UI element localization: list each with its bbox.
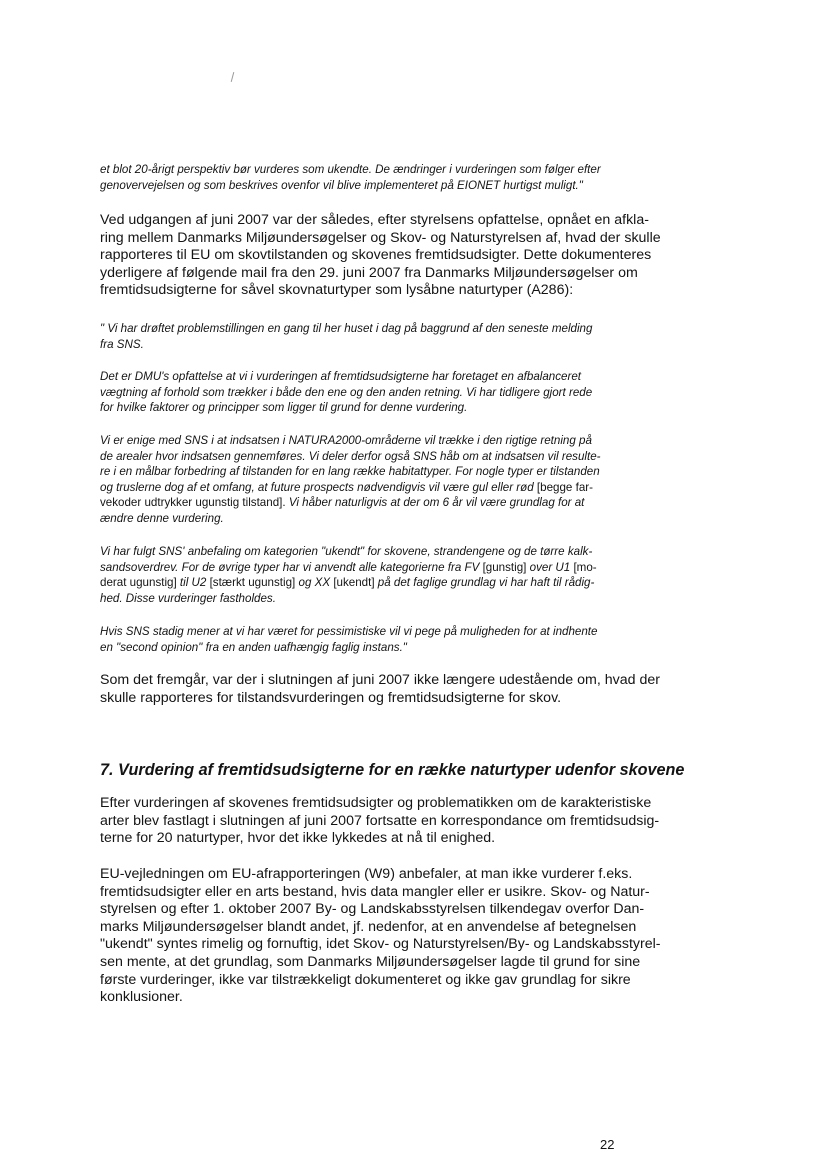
text-line: Det er DMU's opfattelse at vi i vurderingen af fremtidsudsigterne har foretaget en afbalanceret <box>100 370 582 383</box>
text-run: [stærkt ugunstig] <box>206 576 296 590</box>
paragraph-2 <box>100 672 720 707</box>
paragraph-1 <box>100 212 720 300</box>
text-line: for hvilke faktorer og principper som ligger til grund for denne vurdering. <box>100 401 468 415</box>
text-line: terne for 20 naturtyper, hvor det ikke lykkedes at nå til enighed. <box>100 830 496 847</box>
text-line: marks Miljøundersøgelser blandt andet, jf. nedenfor, at en anvendelse af betegnelsen <box>100 918 637 935</box>
text-run: og truslerne dog af et omfang, at future prospects nødvendigvis vil være gul eller rød <box>100 480 534 494</box>
text-line: skulle rapporteres for tilstandsvurderingen og fremtidsudsigterne for skov. <box>100 689 562 706</box>
text-line: rapporteres til EU om skovtilstanden og skovenes fremtidsudsigter. Dette dokumenteres <box>100 247 652 264</box>
text-line: ændre denne vurdering. <box>100 511 224 525</box>
mail-quote-4 <box>100 544 720 606</box>
text-line: EU-vejledningen om EU-afrapporteringen (W9) anbefaler, at man ikke vurderer f.eks. <box>100 866 633 882</box>
text-line: et blot 20-årigt perspektiv bør vurderes som ukendte. De ændringer i vurderingen som følger efter <box>100 163 601 176</box>
text-line: yderligere af følgende mail fra den 29. juni 2007 fra Danmarks Miljøundersøgelser om <box>100 264 638 281</box>
text-line: Ved udgangen af juni 2007 var der således, efter styrelsens opfattelse, opnået en afkla- <box>100 212 649 228</box>
text-line <box>100 560 720 576</box>
text-run: [gunstig] <box>479 560 527 574</box>
page-number: 22 <box>600 1137 615 1152</box>
mail-quote-1 <box>100 321 720 352</box>
paragraph-3 <box>100 795 720 848</box>
text-line: de arealer hvor indsatsen gennemføres. Vi deler derfor også SNS håb om at indsatsen vil resulte- <box>100 449 601 463</box>
quote-intro <box>100 162 720 193</box>
text-run: vekoder udtrykker ugunstig tilstand]. <box>100 496 286 510</box>
text-line <box>100 575 720 591</box>
text-run: [mo- <box>570 560 597 574</box>
text-run: over U1 <box>526 560 571 574</box>
text-line: Efter vurderingen af skovenes fremtidsudsigter og problematikken om de karakteristiske <box>100 795 652 811</box>
text-line: konklusioner. <box>100 989 183 1006</box>
text-line <box>100 495 720 511</box>
text-line: fra SNS. <box>100 337 144 351</box>
text-line: genovervejelsen og som beskrives ovenfor vil blive implementeret på EIONET hurtigst muligt." <box>100 178 583 192</box>
heading-text: 7. Vurdering af fremtidsudsigterne for en række naturtyper udenfor skovene <box>100 761 685 779</box>
text-line: hed. Disse vurderinger fastholdes. <box>100 591 276 605</box>
text-line: styrelsen og efter 1. oktober 2007 By- og Landskabsstyrelsen tilkendegav overfor Dan- <box>100 901 645 918</box>
text-line: Vi er enige med SNS i at indsatsen i NATURA2000-områderne vil trække i den rigtige retning på <box>100 434 592 447</box>
mail-quote-3 <box>100 433 720 527</box>
text-line: "ukendt" syntes rimelig og fornuftig, idet Skov- og Naturstyrelsen/By- og Landskabsstyrel- <box>100 936 661 953</box>
text-line: " Vi har drøftet problemstillingen en gang til her huset i dag på baggrund af den seneste melding <box>100 322 593 335</box>
text-run: [begge far- <box>533 480 593 494</box>
text-line: Hvis SNS stadig mener at vi har været for pessimistiske vil vi pege på muligheden for at indhente <box>100 625 598 638</box>
text-run: [ukendt] <box>330 576 375 590</box>
text-line: vægtning af forhold som trækker i både den ene og den anden retning. Vi har tidligere gjort rede <box>100 385 593 399</box>
paragraph-4 <box>100 866 720 1007</box>
text-line: første vurderinger, ikke var tilstrækkeligt dokumenteret og ikke gav grundlag for sikre <box>100 971 631 988</box>
text-line: sen mente, at det grundlag, som Danmarks Miljøundersøgelser lagde til grund for sine <box>100 953 641 970</box>
scan-mark <box>231 72 235 82</box>
text-run: Vi håber naturligvis at der om 6 år vil være grundlag for at <box>285 496 585 510</box>
mail-quote-5 <box>100 624 720 655</box>
text-line: en "second opinion" fra en anden uafhængig faglig instans." <box>100 640 407 654</box>
mail-quote-2 <box>100 369 720 416</box>
text-line: fremtidsudsigterne for såvel skovnaturtyper som lysåbne naturtyper (A286): <box>100 282 574 299</box>
text-line: re i en målbar forbedring af tilstanden for en lang række habitattyper. For nogle typer er tilstanden <box>100 465 600 479</box>
section-heading <box>100 760 720 780</box>
text-run: sandsoverdrev. For de øvrige typer har vi anvendt alle kategorierne fra FV <box>100 560 480 574</box>
text-line: Vi har fulgt SNS' anbefaling om kategorien "ukendt" for skovene, strandengene og de tørre kalk- <box>100 545 593 558</box>
text-line <box>100 480 720 496</box>
text-line: fremtidsudsigter eller en arts bestand, hvis data mangler eller er usikre. Skov- og Natur- <box>100 883 650 900</box>
text-line: Som det fremgår, var der i slutningen af juni 2007 ikke længere udestående om, hvad der <box>100 672 660 688</box>
text-run: på det faglige grundlag vi har haft til rådig- <box>374 576 595 590</box>
text-run: til U2 <box>176 576 207 590</box>
text-line: ring mellem Danmarks Miljøundersøgelser og Skov- og Naturstyrelsen af, hvad der skulle <box>100 229 661 246</box>
text-run: derat ugunstig] <box>100 576 177 590</box>
text-line: arter blev fastlagt i slutningen af juni 2007 fortsatte en korrespondance om fremtidsudsig- <box>100 812 660 829</box>
text-run: og XX <box>295 576 331 590</box>
